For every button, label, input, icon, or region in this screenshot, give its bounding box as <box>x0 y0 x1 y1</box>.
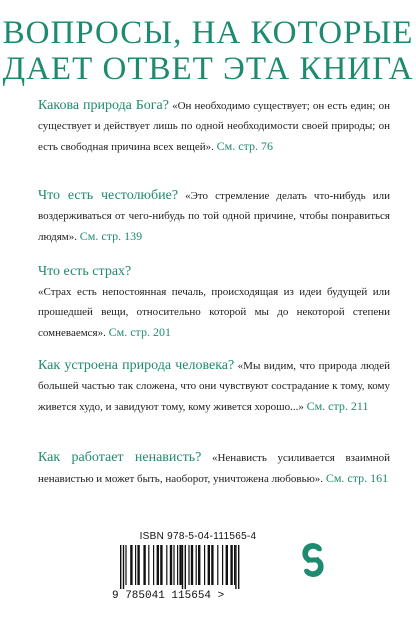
question-text: Как работает ненависть? <box>38 450 202 465</box>
barcode-digits: 9 785041 115654 > <box>112 590 225 602</box>
qa-item <box>38 356 390 417</box>
page-reference: См. стр. 139 <box>79 229 143 243</box>
question-text: Что есть страх? <box>38 264 132 279</box>
page-reference: См. стр. 76 <box>216 139 273 153</box>
answer-text: «Ненависть усиливается взаимной ненавистью и может быть, наоборот, уничтожена любовью». <box>38 452 390 485</box>
qa-item <box>38 262 390 343</box>
title-line-1: ВОПРОСЫ, НА КОТОРЫЕ <box>2 15 414 51</box>
qa-item <box>38 186 390 247</box>
question-text: Что есть честолюбие? <box>38 188 179 203</box>
answer-text: «Это стремление делать что-нибудь или воздерживаться от чего-нибудь по той одной причине, чтобы понравиться людям». <box>38 190 390 243</box>
question-text: Как устроена природа человека? <box>38 358 235 373</box>
qa-item <box>38 96 390 157</box>
barcode-icon <box>118 545 278 589</box>
page-reference: См. стр. 161 <box>325 471 389 485</box>
question-text: Какова природа Бога? <box>38 98 169 113</box>
answer-text: «Он необходимо существует; он есть един; он существует и действует лишь по одной необходимости своей природы; он есть свободная причина всех вещей». <box>38 100 390 153</box>
isbn-label: ISBN 978-5-04-111565-4 <box>139 531 257 542</box>
eksmo-logo-icon <box>300 540 326 580</box>
page-reference: См. стр. 201 <box>108 325 171 339</box>
answer-text: «Мы видим, что природа людей большей частью так сложена, что они чувствуют сострадание к тому, кому живется худо, и завидуют тому, кому живется хорошо...» <box>38 360 390 413</box>
title-line-2: ДАЕТ ОТВЕТ ЭТА КНИГА <box>2 51 414 87</box>
qa-item <box>38 448 390 489</box>
page-reference: См. стр. 211 <box>306 399 369 413</box>
answer-text: «Страх есть непостоянная печаль, происходящая из идеи будущей или прошедшей вещи, относительно которой мы до некоторой степени сомневаемся». <box>38 286 390 339</box>
